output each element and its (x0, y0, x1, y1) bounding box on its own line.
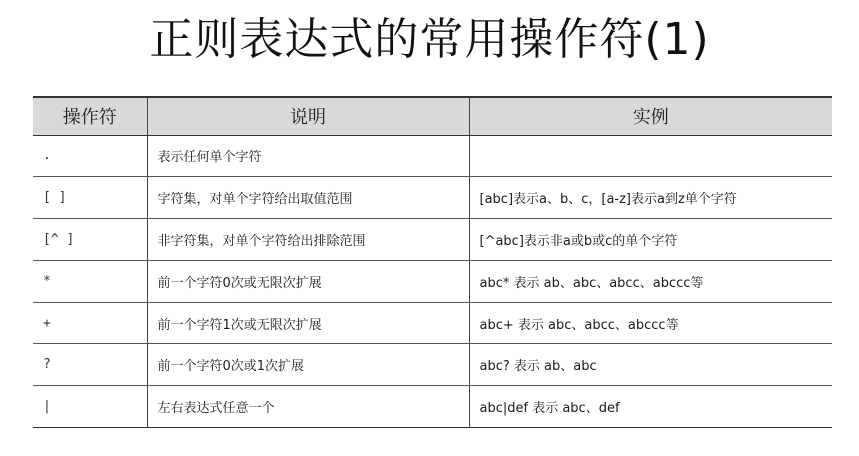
table-row (33, 386, 832, 428)
operators-table (33, 96, 832, 428)
operator-cell: * (33, 260, 147, 302)
example-cell: [^abc]表示非a或b或c的单个字符 (469, 219, 832, 261)
description-cell: 前一个字符0次或无限次扩展 (147, 260, 469, 302)
header-example: 实例 (469, 97, 832, 135)
example-cell: abc+ 表示 abc、abcc、abccc等 (469, 302, 832, 344)
operator-cell: + (33, 302, 147, 344)
table-row (33, 344, 832, 386)
description-cell: 非字符集，对单个字符给出排除范围 (147, 219, 469, 261)
table-row (33, 260, 832, 302)
example-cell: abc? 表示 ab、abc (469, 344, 832, 386)
operator-cell: ? (33, 344, 147, 386)
example-cell: abc|def 表示 abc、def (469, 386, 832, 428)
operator-cell: . (33, 135, 147, 177)
example-cell (469, 135, 832, 177)
description-cell: 表示任何单个字符 (147, 135, 469, 177)
description-cell: 左右表达式任意一个 (147, 386, 469, 428)
operator-cell: | (33, 386, 147, 428)
table-row (33, 219, 832, 261)
header-description: 说明 (147, 97, 469, 135)
example-cell: [abc]表示a、b、c，[a-z]表示a到z单个字符 (469, 177, 832, 219)
table-header-row (33, 97, 832, 135)
description-cell: 字符集，对单个字符给出取值范围 (147, 177, 469, 219)
table-row (33, 177, 832, 219)
page-title: 正则表达式的常用操作符(1) (149, 14, 710, 65)
table-row (33, 302, 832, 344)
table-row (33, 135, 832, 177)
operator-cell: [^ ] (33, 219, 147, 261)
description-cell: 前一个字符0次或1次扩展 (147, 344, 469, 386)
header-operator: 操作符 (33, 97, 147, 135)
example-cell: abc* 表示 ab、abc、abcc、abccc等 (469, 260, 832, 302)
operator-cell: [ ] (33, 177, 147, 219)
description-cell: 前一个字符1次或无限次扩展 (147, 302, 469, 344)
